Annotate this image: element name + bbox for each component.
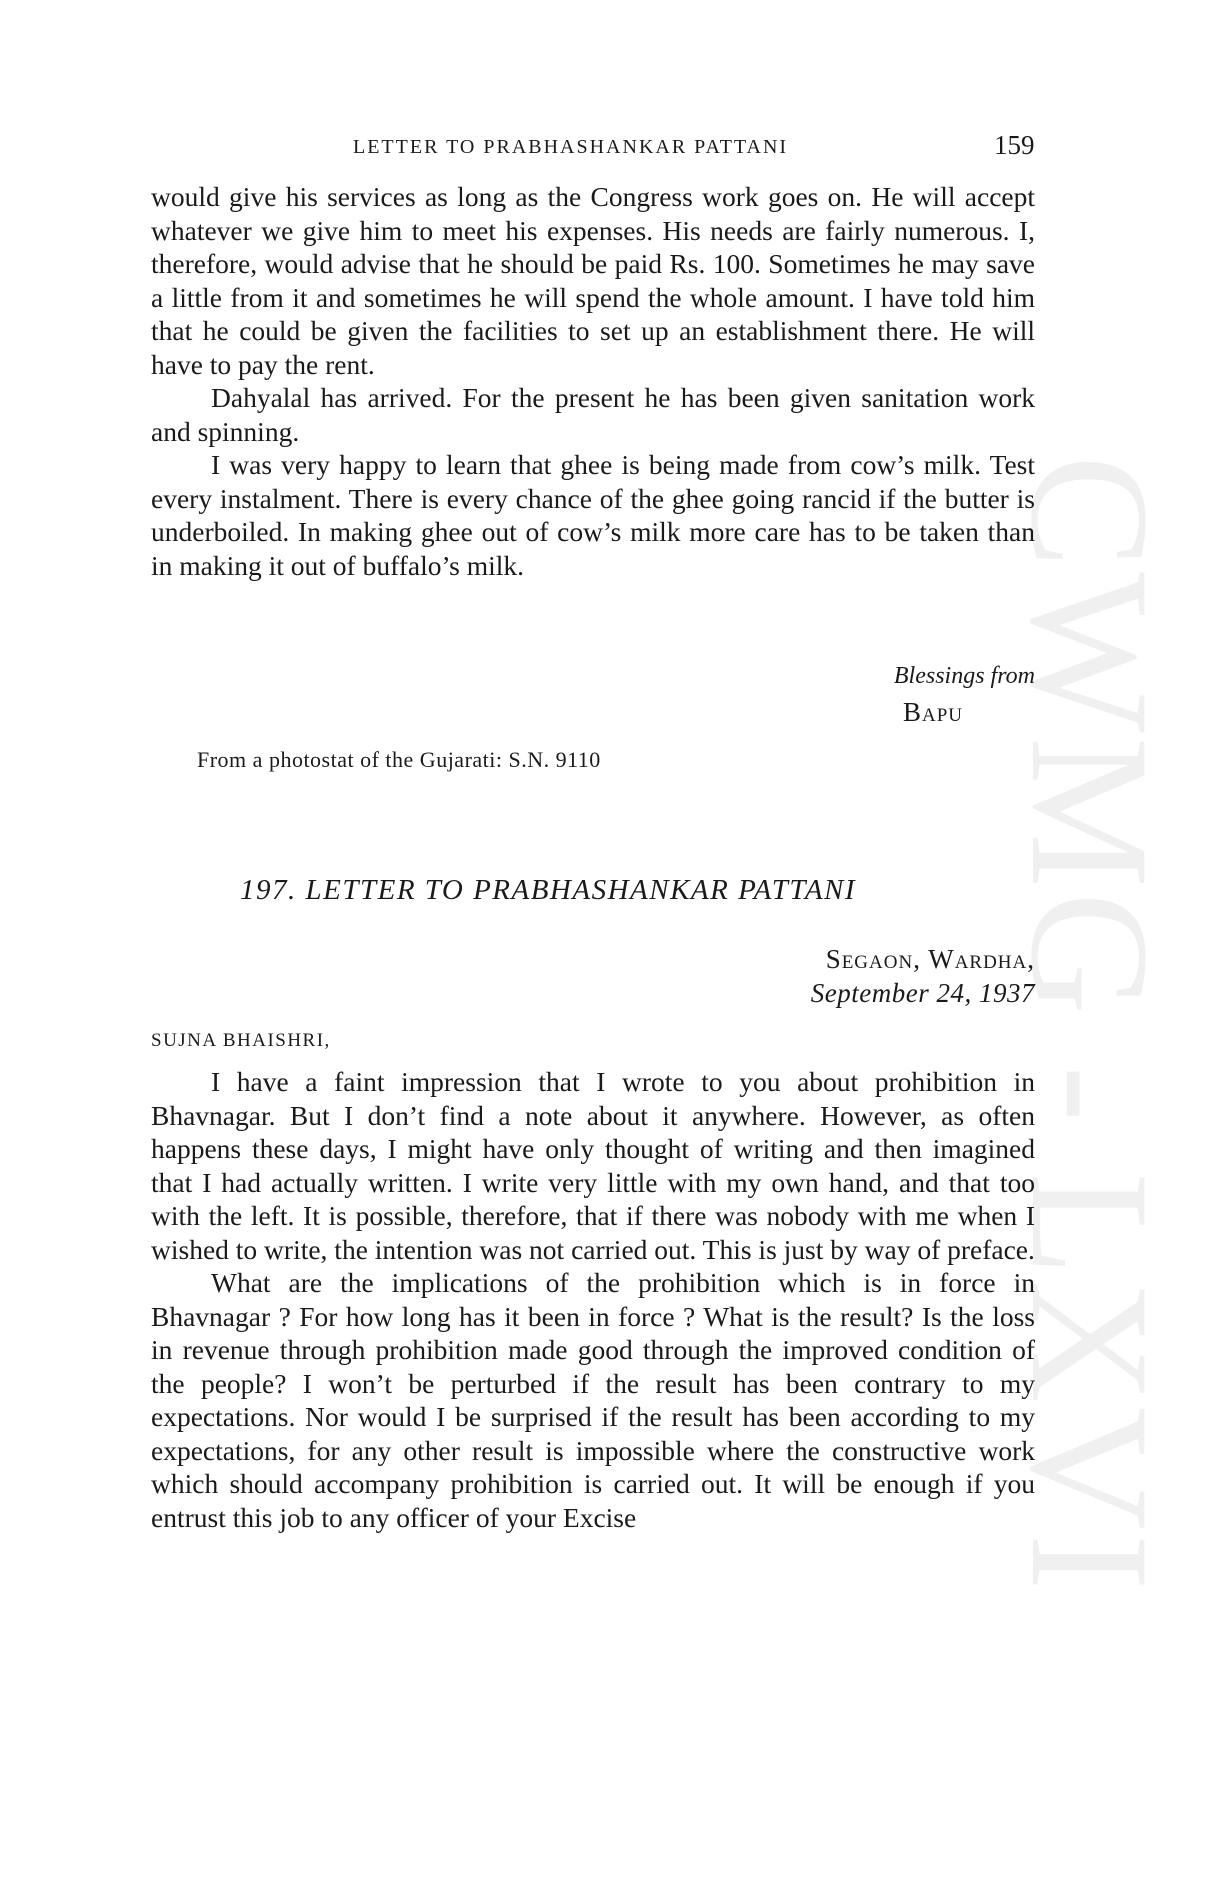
letter-date: September 24, 1937 [810, 978, 1035, 1008]
letter-heading: 197. LETTER TO PRABHASHANKAR PATTANI [240, 874, 857, 906]
page-number: 159 [994, 130, 1035, 160]
watermark-text: CWMG - LXVI [996, 455, 1184, 1595]
continuation-text [151, 180, 1035, 582]
continuation-paragraph-1: would give his services as long as the Congress work goes on. He will accept whatever we give him to meet his expenses. His needs are fairly numerous. I, therefore, would advise that he should be paid Rs. 100. Sometimes he may save a little from it and sometimes he will spend the whole amount. I have told him that he could be given the facilities to set up an establishment there. He will have to pay the rent. [151, 181, 1035, 380]
letter-body [151, 1065, 1035, 1534]
signature-name: Bapu [902, 697, 963, 727]
letter-paragraph-2: What are the implications of the prohibition which is in force in Bhavnagar ? For how long has it been in force ? What is the result? Is the loss in revenue through prohibition made good through the improved condition of the people? I won’t be perturbed if the result has been contrary to my expectations. Nor would I be surprised if the result has been according to my expectations, for any other result is impossible where the constructive work which should accompany prohibition is carried out. It will be enough if you entrust this job to any officer of your Excise [151, 1267, 1035, 1533]
letter-place: Segaon, Wardha, [825, 944, 1035, 974]
letter-paragraph-1: I have a faint impression that I wrote to you about prohibition in Bhavnagar. But I don’t find a note about it anywhere. However, as often happens these days, I might have only thought of writing and then imagined that I had actually written. I write very little with my own hand, and that too with the left. It is possible, therefore, that if there was nobody with me when I wished to write, the intention was not carried out. This is just by way of preface. [151, 1066, 1035, 1265]
source-note: From a photostat of the Gujarati: S.N. 9110 [197, 747, 601, 772]
continuation-paragraph-2: Dahyalal has arrived. For the present he has been given sanitation work and spinning. [151, 382, 1035, 447]
continuation-paragraph-3: I was very happy to learn that ghee is being made from cow’s milk. Test every instalment. There is every chance of the ghee going rancid if the butter is underboiled. In making ghee out of cow’s milk more care has to be taken than in making it out of buffalo’s milk. [151, 449, 1035, 581]
closing-blessings: Blessings from [893, 663, 1035, 689]
running-head: LETTER TO PRABHASHANKAR PATTANI [353, 136, 789, 158]
letter-salutation: SUJNA BHAISHRI, [151, 1030, 331, 1051]
watermark [996, 455, 1184, 1595]
